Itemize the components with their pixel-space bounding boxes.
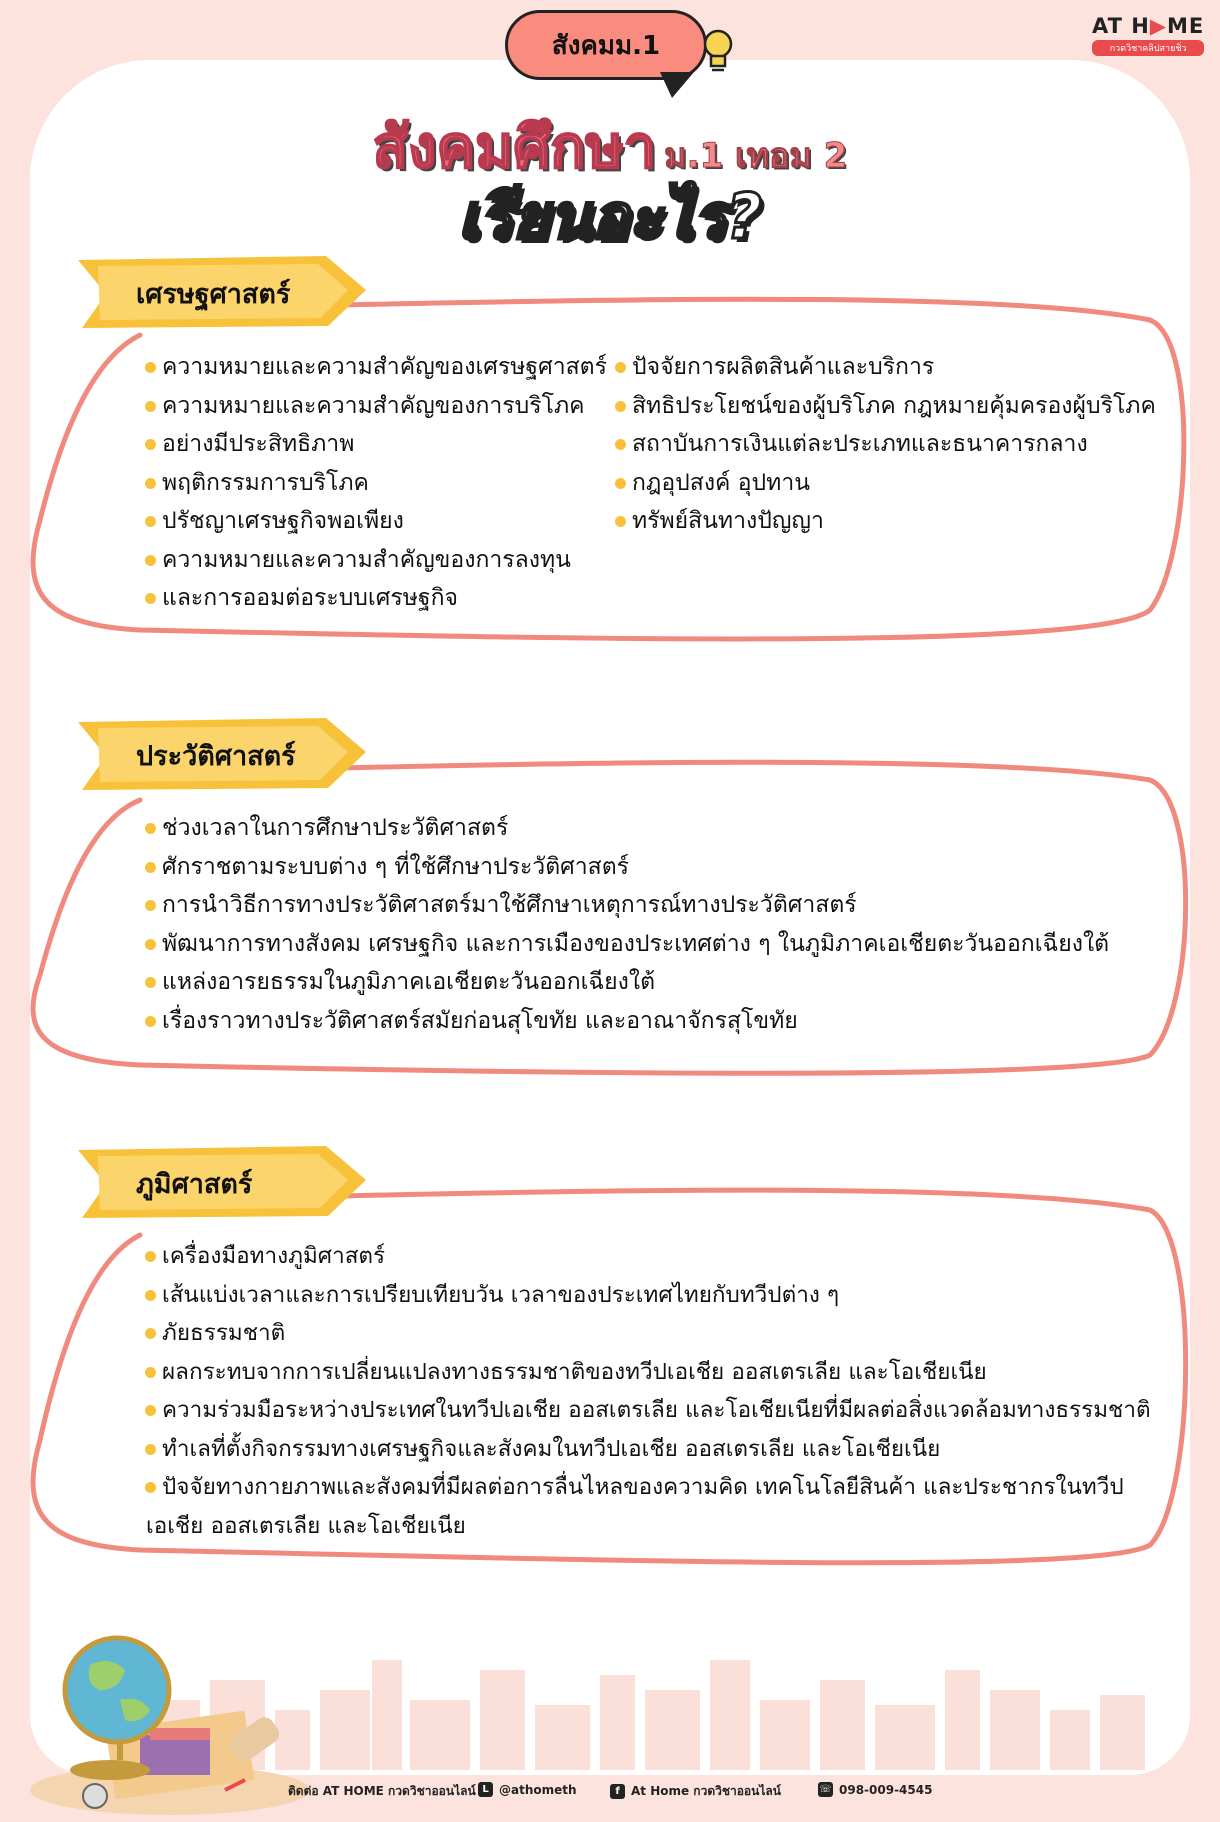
list-item: กฎอุปสงค์ อุปทาน <box>612 464 1156 503</box>
list-item: เรื่องราวทางประวัติศาสตร์สมัยก่อนสุโขทัย และอาณาจักรสุโขทัย <box>142 1002 1109 1041</box>
history-list <box>142 809 1109 1040</box>
footer-contact <box>288 1782 476 1801</box>
footer-phone[interactable] <box>818 1782 932 1797</box>
list-item: ความหมายและความสำคัญของเศรษฐศาสตร์ <box>142 348 607 387</box>
list-item: เครื่องมือทางภูมิศาสตร์ <box>142 1237 1151 1276</box>
list-item-continuation <box>142 579 607 618</box>
section-title: ภูมิศาสตร์ <box>136 1169 253 1200</box>
list-item: พฤติกรรมการบริโภค <box>142 464 607 503</box>
list-item: ปรัชญาเศรษฐกิจพอเพียง <box>142 502 607 541</box>
list-item-continuation: เอเชีย ออสเตรเลีย และโอเชียเนีย <box>146 1512 466 1539</box>
logo-text-b: ME <box>1167 14 1205 38</box>
section-title: ประวัติศาสตร์ <box>136 741 296 772</box>
list-item: การนำวิธีการทางประวัติศาสตร์มาใช้ศึกษาเหตุการณ์ทางประวัติศาสตร์ <box>142 886 1109 925</box>
list-item: ปัจจัยทางกายภาพและสังคมที่มีผลต่อการลื่นไหลของความคิด เทคโนโลยีสินค้า และประชากรในทวีป <box>142 1468 1151 1507</box>
list-item: เส้นแบ่งเวลาและการเปรียบเทียบวัน เวลาของประเทศไทยกับทวีปต่าง ๆ <box>142 1276 1151 1315</box>
economics-list-right <box>612 348 1156 541</box>
logo-tagline: กวดวิชาคลิปสายชิ่ว <box>1092 40 1204 56</box>
section-ribbon-economics <box>78 256 368 328</box>
list-item: ศักราชตามระบบต่าง ๆ ที่ใช้ศึกษาประวัติศาสตร์ <box>142 848 1109 887</box>
line-icon: L <box>478 1782 493 1797</box>
list-item: ผลกระทบจากการเปลี่ยนแปลงทางธรรมชาติของทวีปเอเชีย ออสเตรเลีย และโอเชียเนีย <box>142 1353 1151 1392</box>
footer-facebook[interactable] <box>610 1782 781 1801</box>
section-ribbon-geography <box>78 1146 368 1218</box>
geography-list <box>142 1237 1151 1545</box>
list-item: พัฒนาการทางสังคม เศรษฐกิจ และการเมืองของประเทศต่าง ๆ ในภูมิภาคเอเชียตะวันออกเฉียงใต้ <box>142 925 1109 964</box>
footer-line[interactable] <box>478 1782 577 1797</box>
phone-icon: ☏ <box>819 1784 832 1795</box>
economics-list-left <box>142 348 607 618</box>
list-item: ความร่วมมือระหว่างประเทศในทวีปเอเชีย ออสเตรเลีย และโอเชียเนียที่มีผลต่อสิ่งแวดล้อมทางธรรมชาติ <box>142 1391 1151 1430</box>
list-item: ช่วงเวลาในการศึกษาประวัติศาสตร์ <box>142 809 1109 848</box>
list-item: ปัจจัยการผลิตสินค้าและบริการ <box>612 348 1156 387</box>
city-skyline-illustration <box>160 1660 1145 1770</box>
globe-illustration <box>30 1638 310 1815</box>
list-item: ทำเลที่ตั้งกิจกรรมทางเศรษฐกิจและสังคมในทวีปเอเชีย ออสเตรเลีย และโอเชียเนีย <box>142 1430 1151 1469</box>
facebook-icon: f <box>610 1784 625 1799</box>
page-subtitle: เรียนอะไร? <box>457 180 763 253</box>
section-ribbon-history <box>78 718 368 790</box>
list-item: แหล่งอารยธรรมในภูมิภาคเอเชียตะวันออกเฉียงใต้ <box>142 963 1109 1002</box>
speech-bubble-tail <box>660 72 694 98</box>
list-item: ความหมายและความสำคัญของการลงทุน <box>142 541 607 580</box>
play-icon: ▶ <box>1149 14 1167 38</box>
footer-line-text: @athometh <box>499 1782 577 1797</box>
lightbulb-icon <box>700 28 736 74</box>
list-item-text: อย่างมีประสิทธิภาพ <box>162 431 355 457</box>
list-item: สิทธิประโยชน์ของผู้บริโภค กฎหมายคุ้มครองผู้บริโภค <box>612 387 1156 426</box>
grade-badge: สังคมม.1 <box>505 10 707 80</box>
at-home-logo <box>1092 14 1204 56</box>
list-item-continuation <box>142 425 607 464</box>
footer-contact-text: ติดต่อ AT HOME กวดวิชาออนไลน์ <box>288 1784 476 1798</box>
footer-phone-text: 098-009-4545 <box>839 1782 933 1797</box>
title-main: สังคมศึกษา <box>372 113 657 181</box>
list-item: สถาบันการเงินแต่ละประเภทและธนาคารกลาง <box>612 425 1156 464</box>
list-item: ภัยธรรมชาติ <box>142 1314 1151 1353</box>
section-title: เศรษฐศาสตร์ <box>136 279 291 310</box>
list-item: ทรัพย์สินทางปัญญา <box>612 502 1156 541</box>
list-item-text: และการออมต่อระบบเศรษฐกิจ <box>162 585 458 611</box>
logo-text-a: AT H <box>1092 14 1150 38</box>
list-item: ความหมายและความสำคัญของการบริโภค <box>142 387 607 426</box>
title-level: ม.1 เทอม 2 <box>664 136 848 176</box>
footer-facebook-text: At Home กวดวิชาออนไลน์ <box>631 1784 781 1798</box>
